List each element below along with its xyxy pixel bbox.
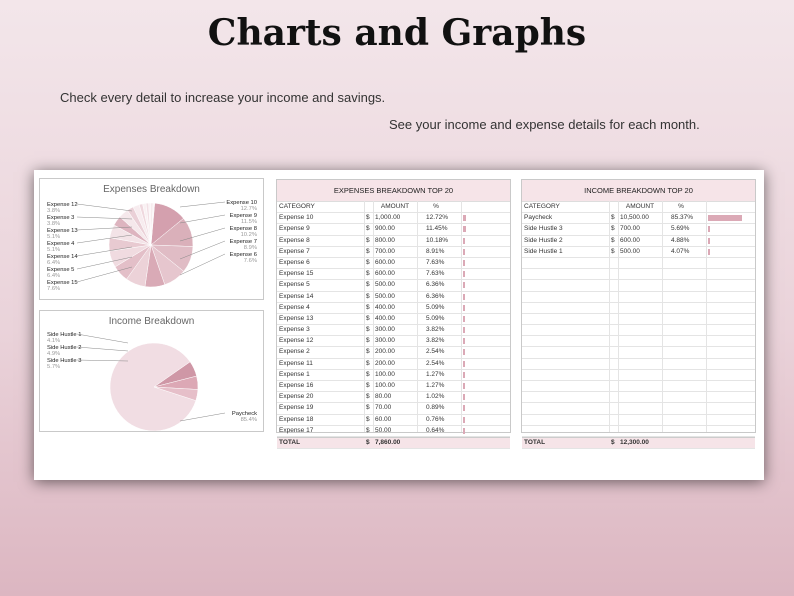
- percent-bar: [463, 294, 465, 300]
- empty-table-row: [522, 347, 755, 358]
- table-row: [277, 280, 510, 291]
- empty-table-row: [522, 258, 755, 269]
- row-amount: 600.00: [620, 236, 640, 244]
- pie-percent-label: 85.4%: [240, 417, 257, 423]
- percent-bar: [463, 215, 466, 221]
- row-category: Side Hustle 3: [524, 225, 563, 233]
- column-header-percent: %: [433, 203, 439, 210]
- row-amount: 500.00: [375, 281, 395, 289]
- pie-label: Expense 10: [226, 200, 257, 206]
- row-amount: 500.00: [620, 247, 640, 255]
- table-row: [277, 269, 510, 280]
- row-amount: 900.00: [375, 225, 395, 233]
- percent-bar: [463, 327, 465, 333]
- expenses-chart-title: Expenses Breakdown: [103, 184, 200, 195]
- percent-bar: [463, 361, 465, 367]
- row-percent: 2.54%: [426, 359, 445, 367]
- pie-label: Expense 6: [229, 252, 257, 258]
- percent-bar: [463, 383, 465, 389]
- pie-percent-label: 5.1%: [47, 234, 61, 240]
- row-category: Paycheck: [524, 214, 553, 222]
- pie-percent-label: 7.6%: [47, 286, 61, 292]
- expenses-chart-box[interactable]: [39, 178, 264, 300]
- row-amount: 100.00: [375, 370, 395, 378]
- row-amount: 70.00: [375, 404, 392, 412]
- percent-bar: [463, 226, 466, 232]
- row-amount: 50.00: [375, 426, 392, 434]
- currency-symbol: $: [366, 438, 370, 446]
- table-row: [522, 236, 755, 247]
- row-category: Expense 19: [279, 404, 314, 412]
- column-header-category: CATEGORY: [279, 203, 315, 210]
- empty-table-row: [522, 403, 755, 414]
- currency-symbol: $: [366, 303, 370, 311]
- table-header-row: [522, 202, 755, 213]
- pie-leader-line: [180, 215, 225, 223]
- percent-bar: [463, 271, 465, 277]
- pie-label: Expense 4: [47, 241, 75, 247]
- pie-leader-line: [77, 334, 128, 343]
- row-category: Expense 20: [279, 393, 314, 401]
- row-amount: 400.00: [375, 303, 395, 311]
- pie-label: Expense 8: [229, 226, 257, 232]
- table-row: [277, 403, 510, 414]
- row-percent: 11.45%: [426, 225, 448, 233]
- table-row: [277, 347, 510, 358]
- empty-table-row: [522, 370, 755, 381]
- row-amount: 200.00: [375, 359, 395, 367]
- pie-label: Expense 5: [47, 267, 75, 273]
- row-percent: 8.91%: [426, 247, 445, 255]
- percent-bar: [708, 215, 742, 221]
- expenses-table-title: EXPENSES BREAKDOWN TOP 20: [277, 180, 510, 202]
- row-amount: 60.00: [375, 415, 392, 423]
- pie-percent-label: 10.2%: [240, 232, 257, 238]
- row-percent: 7.63%: [426, 258, 445, 266]
- currency-symbol: $: [366, 404, 370, 412]
- table-row: [277, 359, 510, 370]
- percent-bar: [463, 405, 465, 411]
- empty-table-row: [522, 392, 755, 403]
- percent-bar: [708, 226, 710, 232]
- empty-table-row: [522, 415, 755, 426]
- row-category: Side Hustle 2: [524, 236, 563, 244]
- pie-label: Expense 13: [47, 228, 78, 234]
- percent-bar: [463, 394, 465, 400]
- currency-symbol: $: [366, 348, 370, 356]
- pie-percent-label: 12.7%: [240, 206, 257, 212]
- table-row: [277, 392, 510, 403]
- empty-table-row: [522, 269, 755, 280]
- expenses-pie-chart: [40, 179, 263, 299]
- percent-bar: [463, 338, 465, 344]
- pie-percent-label: 7.6%: [243, 258, 257, 264]
- percent-bar: [708, 249, 710, 255]
- table-row: [277, 224, 510, 235]
- row-percent: 1.27%: [426, 382, 445, 389]
- pie-percent-label: 11.5%: [240, 219, 257, 225]
- row-percent: 4.88%: [671, 236, 690, 244]
- income-chart-box[interactable]: [39, 310, 264, 432]
- table-row: [277, 370, 510, 381]
- table-row: [277, 247, 510, 258]
- pie-label: Expense 9: [229, 213, 257, 219]
- currency-symbol: $: [366, 214, 370, 222]
- row-category: Expense 9: [279, 225, 310, 233]
- pie-label: Expense 15: [47, 280, 78, 286]
- table-row: [277, 336, 510, 347]
- pie-label: Side Hustle 1: [47, 332, 82, 338]
- subtitle-details: See your income and expense details for each month.: [389, 117, 700, 132]
- currency-symbol: $: [366, 426, 370, 434]
- empty-table-row: [522, 280, 755, 291]
- row-category: Expense 12: [279, 337, 314, 345]
- row-percent: 0.89%: [426, 404, 445, 412]
- pie-percent-label: 6.4%: [47, 273, 61, 279]
- table-row: [277, 426, 510, 437]
- empty-table-row: [522, 325, 755, 336]
- pie-label: Side Hustle 2: [47, 345, 82, 351]
- pie-label: Expense 14: [47, 254, 78, 260]
- pie-percent-label: 3.8%: [47, 208, 61, 214]
- row-amount: 700.00: [375, 247, 395, 255]
- currency-symbol: $: [366, 270, 370, 278]
- income-table-title: INCOME BREAKDOWN TOP 20: [522, 180, 755, 202]
- row-category: Expense 2: [279, 348, 310, 356]
- expenses-table: [276, 179, 511, 446]
- row-percent: 85.37%: [671, 214, 694, 222]
- row-category: Expense 6: [279, 258, 310, 266]
- row-category: Expense 8: [279, 236, 310, 244]
- row-percent: 6.36%: [426, 292, 445, 300]
- currency-symbol: $: [366, 314, 370, 322]
- row-category: Expense 16: [279, 382, 314, 389]
- pie-leader-line: [77, 204, 132, 211]
- empty-table-row: [522, 303, 755, 314]
- pie-label: Paycheck: [231, 411, 257, 417]
- row-category: Expense 18: [279, 415, 314, 423]
- percent-bar: [463, 282, 465, 288]
- percent-bar: [463, 305, 465, 311]
- pie-label: Expense 12: [47, 202, 78, 208]
- pie-percent-label: 5.1%: [47, 247, 61, 253]
- table-row: [277, 292, 510, 303]
- empty-table-row: [522, 314, 755, 325]
- currency-symbol: $: [366, 281, 370, 289]
- row-amount: 600.00: [375, 270, 395, 278]
- row-percent: 6.36%: [426, 281, 445, 289]
- currency-symbol: $: [366, 247, 370, 255]
- currency-symbol: $: [366, 359, 370, 367]
- pie-percent-label: 3.8%: [47, 221, 61, 227]
- table-header-row: [277, 202, 510, 213]
- percent-bar: [463, 372, 465, 378]
- pie-percent-label: 6.4%: [47, 260, 61, 266]
- currency-symbol: $: [366, 415, 370, 423]
- row-percent: 1.02%: [426, 393, 445, 401]
- column-header-category: CATEGORY: [524, 203, 560, 210]
- percent-bar: [463, 238, 465, 244]
- row-category: Expense 4: [279, 303, 310, 311]
- row-category: Expense 3: [279, 326, 310, 334]
- row-percent: 3.82%: [426, 337, 445, 345]
- table-total-row: [277, 437, 510, 449]
- total-amount: 7,860.00: [375, 438, 401, 446]
- total-amount: 12,300.00: [620, 438, 649, 446]
- row-amount: 700.00: [620, 225, 640, 233]
- row-category: Expense 17: [279, 426, 314, 434]
- currency-symbol: $: [611, 236, 615, 244]
- row-amount: 10,500.00: [620, 214, 649, 222]
- row-amount: 500.00: [375, 292, 395, 300]
- empty-table-row: [522, 336, 755, 347]
- row-amount: 600.00: [375, 258, 395, 266]
- row-category: Expense 11: [279, 359, 313, 367]
- row-amount: 800.00: [375, 236, 395, 244]
- percent-bar: [463, 417, 465, 423]
- row-category: Expense 5: [279, 281, 310, 289]
- column-header-percent: %: [678, 203, 684, 210]
- table-row: [277, 258, 510, 269]
- row-amount: 300.00: [375, 326, 395, 334]
- currency-symbol: $: [611, 438, 615, 446]
- row-category: Expense 1: [279, 370, 310, 378]
- row-percent: 1.27%: [426, 370, 445, 378]
- page-title: Charts and Graphs: [207, 12, 587, 54]
- row-category: Expense 7: [279, 247, 310, 255]
- row-amount: 300.00: [375, 337, 395, 345]
- row-percent: 5.69%: [671, 225, 690, 233]
- table-row: [277, 314, 510, 325]
- empty-table-row: [522, 292, 755, 303]
- pie-percent-label: 4.1%: [47, 338, 61, 344]
- table-row: [277, 303, 510, 314]
- row-amount: 400.00: [375, 314, 395, 322]
- table-row: [522, 213, 755, 224]
- table-row: [277, 213, 510, 224]
- income-chart-title: Income Breakdown: [108, 316, 195, 327]
- currency-symbol: $: [611, 225, 615, 233]
- pie-label: Expense 3: [47, 215, 75, 221]
- empty-table-row: [522, 381, 755, 392]
- currency-symbol: $: [366, 292, 370, 300]
- column-header-amount: AMOUNT: [380, 203, 410, 210]
- row-percent: 12.72%: [426, 214, 449, 222]
- row-percent: 7.63%: [426, 270, 445, 278]
- spreadsheet-panel: [34, 170, 764, 480]
- currency-symbol: $: [366, 236, 370, 244]
- pie-percent-label: 8.9%: [243, 245, 257, 251]
- income-table: [521, 179, 756, 446]
- table-row: [277, 415, 510, 426]
- pie-label: Expense 7: [229, 239, 257, 245]
- percent-bar: [463, 260, 465, 266]
- row-percent: 2.54%: [426, 348, 445, 356]
- percent-bar: [463, 316, 465, 322]
- row-category: Expense 13: [279, 314, 314, 322]
- percent-bar: [463, 249, 465, 255]
- row-percent: 4.07%: [671, 247, 690, 255]
- row-percent: 5.09%: [426, 303, 445, 311]
- currency-symbol: $: [366, 337, 370, 345]
- currency-symbol: $: [366, 393, 370, 401]
- row-category: Expense 14: [279, 292, 314, 300]
- row-amount: 80.00: [375, 393, 392, 401]
- empty-table-row: [522, 426, 755, 437]
- table-row: [522, 247, 755, 258]
- currency-symbol: $: [366, 326, 370, 334]
- table-row: [522, 224, 755, 235]
- row-amount: 200.00: [375, 348, 395, 356]
- row-percent: 10.18%: [426, 236, 449, 244]
- currency-symbol: $: [611, 214, 615, 222]
- row-percent: 3.82%: [426, 326, 445, 334]
- pie-percent-label: 4.9%: [47, 351, 61, 357]
- table-row: [277, 325, 510, 336]
- pie-label: Side Hustle 3: [47, 358, 82, 364]
- currency-symbol: $: [366, 225, 370, 233]
- row-amount: 1,000.00: [375, 214, 401, 222]
- total-label: TOTAL: [279, 438, 301, 446]
- pie-leader-line: [180, 202, 225, 207]
- total-label: TOTAL: [524, 438, 546, 446]
- row-amount: 100.00: [375, 382, 395, 389]
- table-row: [277, 381, 510, 392]
- row-category: Expense 10: [279, 214, 314, 222]
- subtitle-savings: Check every detail to increase your income and savings.: [60, 90, 386, 105]
- row-percent: 0.64%: [426, 426, 445, 434]
- table-row: [277, 236, 510, 247]
- percent-bar: [463, 349, 465, 355]
- percent-bar: [708, 238, 710, 244]
- column-header-amount: AMOUNT: [625, 203, 655, 210]
- table-total-row: [522, 437, 755, 449]
- empty-table-row: [522, 359, 755, 370]
- currency-symbol: $: [366, 370, 370, 378]
- pie-leader-line: [77, 347, 128, 351]
- percent-bar: [463, 428, 465, 434]
- pie-percent-label: 5.7%: [47, 364, 61, 370]
- currency-symbol: $: [366, 258, 370, 266]
- row-category: Expense 15: [279, 270, 314, 278]
- row-percent: 5.09%: [426, 314, 445, 322]
- currency-symbol: $: [611, 247, 615, 255]
- currency-symbol: $: [366, 382, 370, 389]
- income-pie-chart: [40, 311, 263, 431]
- row-percent: 0.76%: [426, 415, 445, 423]
- row-category: Side Hustle 1: [524, 247, 563, 255]
